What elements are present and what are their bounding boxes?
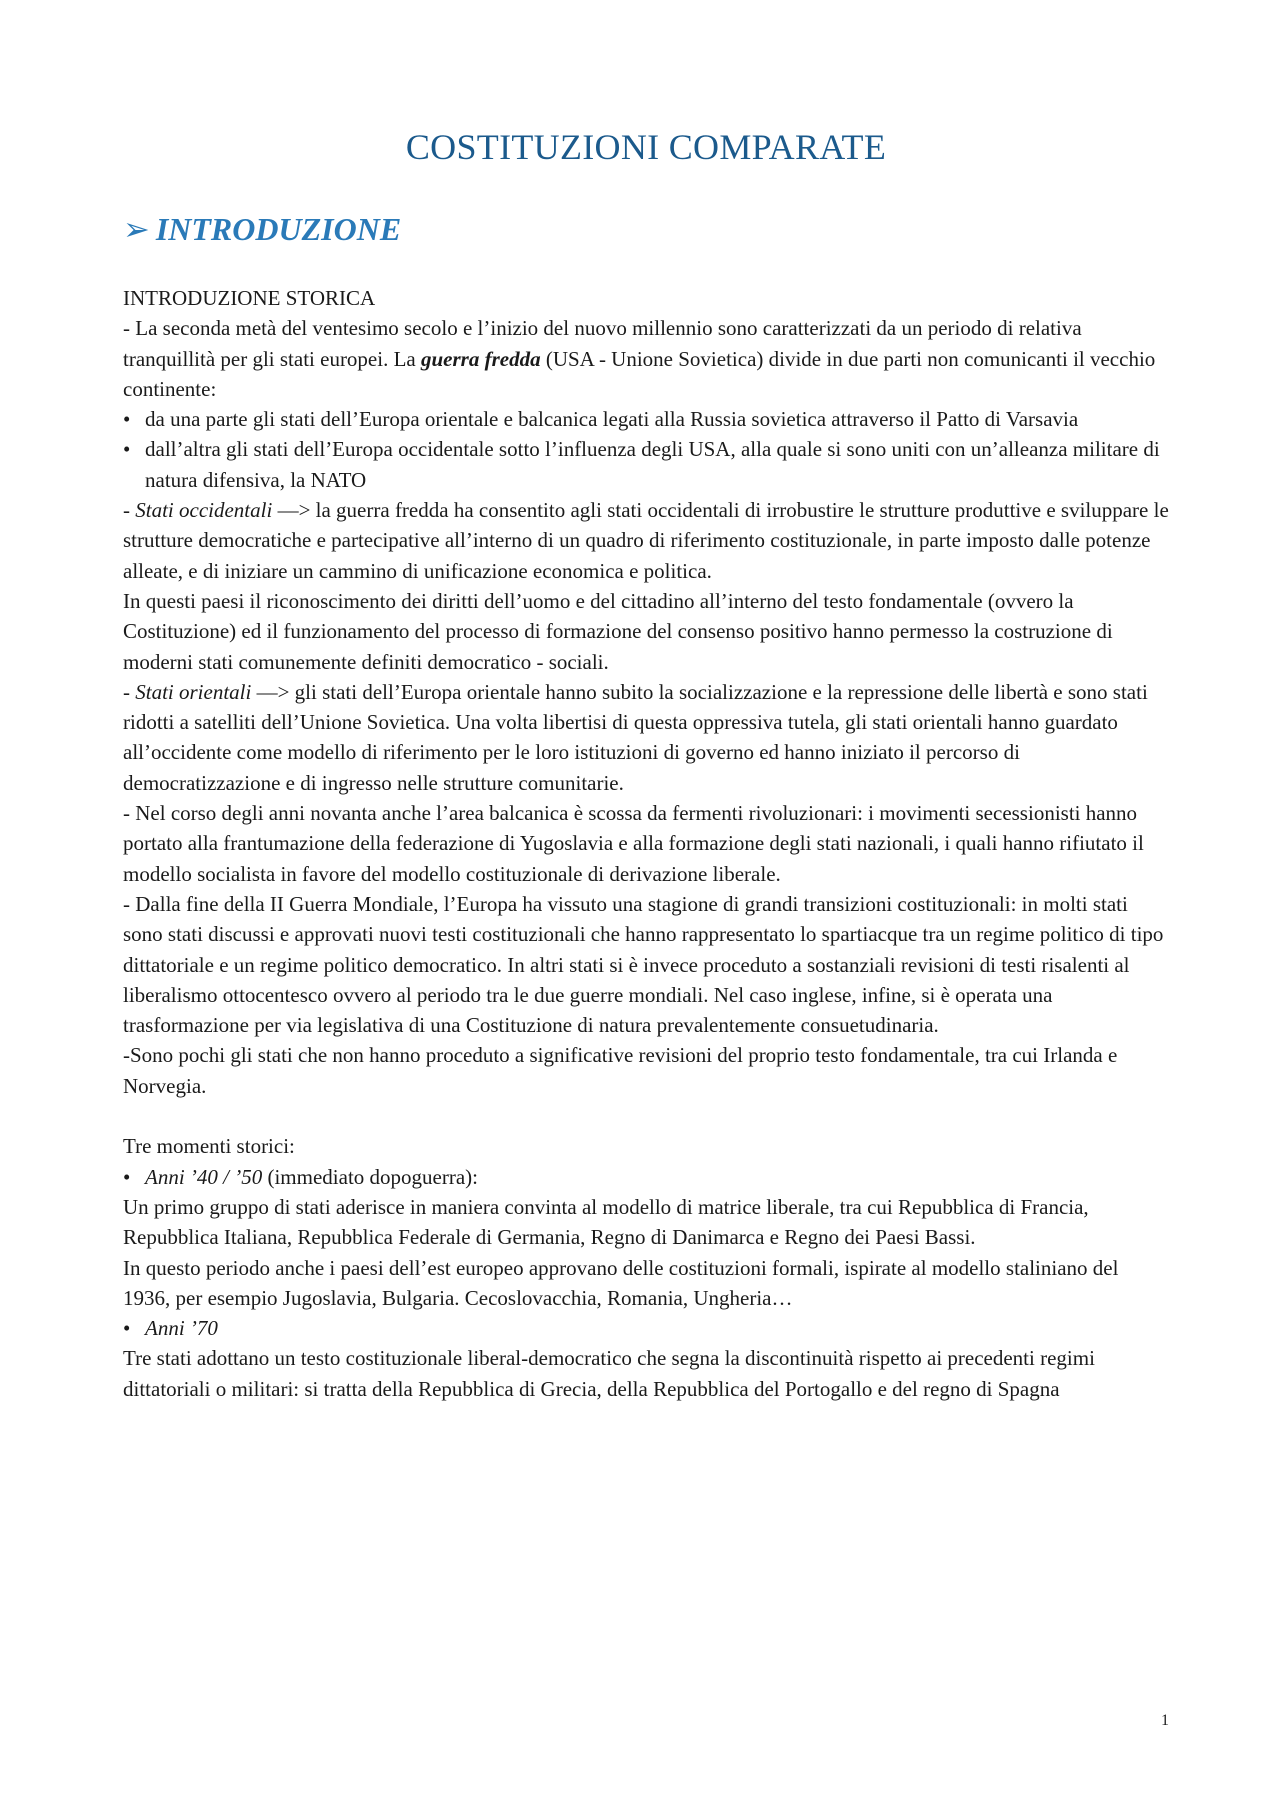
subheading: INTRODUZIONE STORICA <box>123 286 376 310</box>
paragraph-east-constitutions: In questo periodo anche i paesi dell’est europeo approvano delle costituzioni formali, ispirate al modello staliniano del 1936, per esempio Jugoslavia, Bulgaria. Cecoslovacchia, Romania, Ungheria… <box>123 1255 1119 1310</box>
moment-item <box>123 1162 1169 1192</box>
paragraph-cold-war <box>123 313 1169 404</box>
bullet-item: • dall’altra gli stati dell’Europa occidentale sotto l’influenza degli USA, alla quale si sono uniti con un’alleanza militare di natura difensiva, la NATO <box>123 434 1169 495</box>
moment-text: (immediato dopoguerra): <box>262 1164 478 1189</box>
section-heading-text: INTRODUZIONE <box>155 211 402 247</box>
document-title: COSTITUZIONI COMPARATE <box>405 127 887 167</box>
bullet-item: • da una parte gli stati dell’Europa orientale e balcanica legati alla Russia sovietica attraverso il Patto di Varsavia <box>123 404 1169 434</box>
paragraph-seventies: Tre stati adottano un testo costituzionale liberal-democratico che segna la discontinuità rispetto ai precedenti regimi dittatoriali o militari: si tratta della Repubblica di Grecia, della Repubblica del Portogallo e del regno di Spagna <box>123 1346 1095 1401</box>
paragraph-prefix: - <box>123 498 136 523</box>
page-number: 1 <box>1161 1712 1169 1729</box>
arrow-bullet-icon: ➢ <box>123 211 150 247</box>
paragraph-eastern-states <box>123 677 1169 798</box>
paragraph-text: - La seconda metà del ventesimo secolo e l’inizio del nuovo millennio sono caratterizzati da un periodo di relativa tranquillità per gli stati europei. La <box>123 316 1082 371</box>
paragraph-few-states: -Sono pochi gli stati che non hanno proceduto a significative revisioni del proprio testo fondamentale, tra cui Irlanda e Norvegia. <box>123 1043 1118 1098</box>
blank-line <box>123 1101 1169 1131</box>
paragraph-liberal-model: Un primo gruppo di stati aderisce in maniera convinta al modello di matrice liberale, tra cui Repubblica di Francia, Repubblica Italiana, Repubblica Federale di Germania, Regno di Danimarca e Regno dei Paesi Bassi. <box>123 1194 1089 1250</box>
paragraph-balkans: - Nel corso degli anni novanta anche l’area balcanica è scossa da fermenti rivoluzionari: i movimenti secessionisti hanno portato alla frantumazione della federazione di Yugoslavia e alla formazione degli stati nazionali, i quali hanno rifiutato il modello socialista in favore del modello costituzionale di derivazione liberale. <box>123 801 1144 886</box>
moments-intro: Tre momenti storici: <box>123 1134 295 1159</box>
label-stati-orientali: Stati orientali <box>135 679 252 704</box>
emphasis-guerra-fredda: guerra fredda <box>421 346 541 371</box>
moment-label: Anni ’70 <box>145 1316 218 1341</box>
body-text <box>123 283 1169 1404</box>
paragraph-rights: In questi paesi il riconoscimento dei diritti dell’uomo e del cittadino all’interno del testo fondamentale (ovvero la Costituzione) ed il funzionamento del processo di formazione del consenso positivo hanno permesso la costruzione di moderni stati comunemente definiti democratico - sociali. <box>123 588 1113 674</box>
paragraph-text: —> la guerra fredda ha consentito agli stati occidentali di irrobustire le strutture produttive e sviluppare le strutture democratiche e partecipative all’interno di un quadro di riferimento costituzionale, in parte imposto dalle potenze alleate, e di iniziare un cammino di unificazione economica e politica. <box>123 498 1169 583</box>
paragraph-text: —> gli stati dell’Europa orientale hanno subito la socializzazione e la repressione delle libertà e sono stati ridotti a satelliti dell’Unione Sovietica. Una volta libertisi di questa oppressiva tutela, gli stati orientali hanno guardato all’occidente come modello di riferimento per le loro istituzioni di governo ed hanno iniziato il percorso di democratizzazione e di ingresso nelle strutture comunitarie. <box>123 679 1148 795</box>
moment-label: Anni ’40 / ’50 <box>145 1164 263 1189</box>
section-heading <box>123 210 401 248</box>
paragraph-prefix: - <box>123 679 136 704</box>
paragraph-text: (USA - Unione Sovietica) divide in due parti non comunicanti il vecchio continente: <box>123 346 1156 401</box>
label-stati-occidentali: Stati occidentali <box>135 498 273 523</box>
paragraph-transitions: - Dalla fine della II Guerra Mondiale, l’Europa ha vissuto una stagione di grandi transizioni costituzionali: in molti stati sono stati discussi e approvati nuovi testi costituzionali che hanno rappresentato lo spartiacque tra un regime politico di tipo dittatoriale e un regime politico democratico. In altri stati si è invece proceduto a sostanziali revisioni di testi risalenti al liberalismo ottocentesco ovvero al periodo tra le due guerre mondiali. Nel caso inglese, infine, si è operata una trasformazione per via legislativa di una Costituzione di natura prevalentemente consuetudinaria. <box>123 891 1164 1038</box>
moment-item <box>123 1313 1169 1343</box>
paragraph-western-states <box>123 495 1169 586</box>
